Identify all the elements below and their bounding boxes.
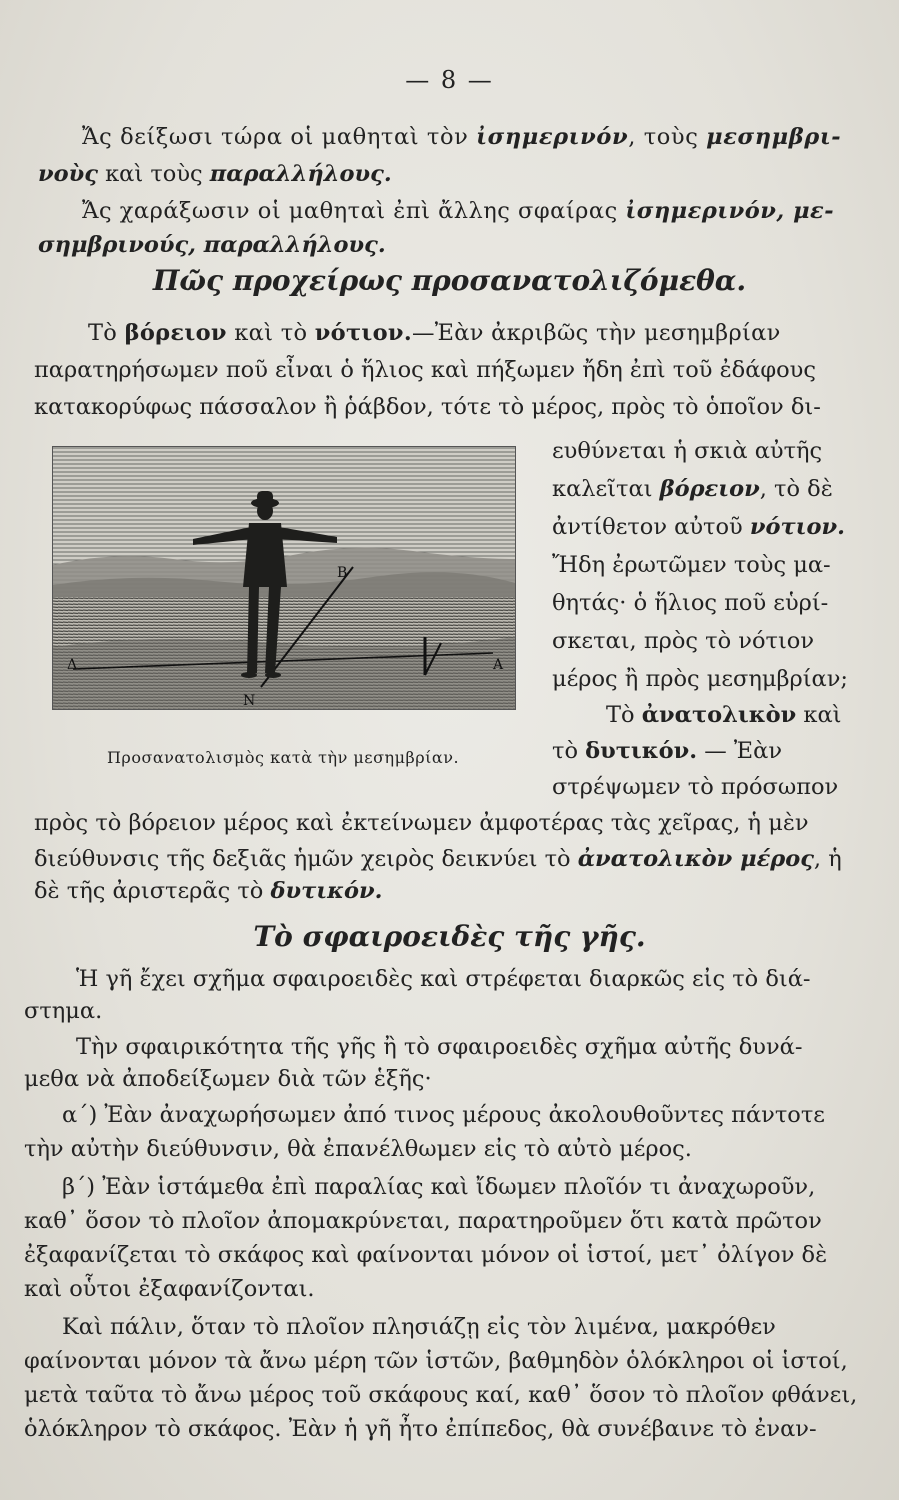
section1-line4: ευθύνεται ἡ σκιὰ αὐτῆς [552, 438, 823, 464]
term-south: νότιον. [749, 514, 845, 540]
text-run: τὸ [552, 738, 586, 764]
text-run: — Ἐὰν [697, 738, 782, 764]
section2-line1: Ἡ γῆ ἔχει σχῆμα σφαιροειδὲς καὶ στρέφεται διαρκῶς εἰς τὸ διά- [76, 966, 811, 992]
text-run: , τοὺς [628, 124, 707, 150]
label-south: Ν [243, 693, 256, 709]
text-run: Ἄς χαράξωσιν οἱ μαθηταὶ ἐπὶ ἄλλης σφαίρας [82, 198, 626, 224]
section1-line14: πρὸς τὸ βόρειον μέρος καὶ ἐκτείνωμεν ἀμφοτέρας τὰς χεῖρας, ἡ μὲν [34, 810, 809, 836]
label-west: Δ [67, 657, 78, 673]
section-heading-orientation: Πῶς προχείρως προσανατολιζόμεθα. [152, 264, 747, 297]
text-run: καλεῖται [552, 476, 660, 502]
label-east: Α [493, 657, 504, 673]
term-north: βόρειον [659, 476, 760, 502]
section2-line8: καθ᾽ ὅσον τὸ πλοῖον ἀπομακρύνεται, παρατηροῦμεν ὅτι κατὰ πρῶτον [24, 1208, 822, 1234]
section1-line8: θητάς· ὁ ἥλιος ποῦ εὑρί- [552, 590, 829, 616]
text-run: καὶ τὸ [226, 320, 315, 346]
para1-line1 [82, 122, 841, 152]
section1-line5 [552, 474, 833, 504]
engraving-drawing [53, 447, 515, 709]
section2-line2: στημα. [24, 998, 103, 1024]
text-run: , τὸ δὲ [759, 476, 833, 502]
term-south: νότιον. [314, 320, 412, 346]
section2-line3: Τὴν σφαιρικότητα τῆς γῆς ἢ τὸ σφαιροειδὲς σχῆμα αὐτῆς δυνά- [76, 1034, 803, 1060]
text-run: διεύθυνσις τῆς δεξιᾶς ἡμῶν χειρὸς δεικνύει τὸ [34, 846, 578, 872]
section2-line6: τὴν αὐτὴν διεύθυνσιν, θὰ ἐπανέλθωμεν εἰς τὸ αὐτὸ μέρος. [24, 1136, 692, 1162]
page-number: — 8 — [405, 66, 494, 94]
text-run: Τὸ [88, 320, 125, 346]
text-run: δὲ τῆς ἀριστερᾶς τὸ [34, 878, 271, 904]
section1-line12 [552, 736, 782, 766]
section2-line7: β΄) Ἐὰν ἱστάμεθα ἐπὶ παραλίας καὶ ἴδωμεν πλοῖόν τι ἀναχωροῦν, [62, 1174, 816, 1200]
section1-line6 [552, 512, 845, 542]
text-run: καὶ τοὺς [97, 161, 210, 187]
section-heading-sphericity: Τὸ σφαιροειδὲς τῆς γῆς. [253, 920, 646, 953]
para2-line1 [82, 196, 834, 226]
section2-line13: μετὰ ταῦτα τὸ ἄνω μέρος τοῦ σκάφους καί, καθ᾽ ὅσον τὸ πλοῖον φθάνει, [24, 1382, 858, 1408]
term-equator: ἰσημερινόν [476, 124, 629, 150]
term-east-part: ἀνατολικὸν μέρος [577, 846, 814, 872]
section2-line11: Καὶ πάλιν, ὅταν τὸ πλοῖον πλησιάζῃ εἰς τὸν λιμένα, μακρόθεν [62, 1314, 776, 1340]
section1-line1 [88, 318, 781, 348]
term-parallels: παραλλήλους. [209, 161, 392, 187]
section2-line12: φαίνονται μόνον τὰ ἄνω μέρη τῶν ἱστῶν, βαθμηδὸν ὁλόκληροι οἱ ἱστοί, [24, 1348, 848, 1374]
text-run: Τὸ [606, 702, 642, 728]
section1-line2: παρατηρήσωμεν ποῦ εἶναι ὁ ἥλιος καὶ πήξωμεν ἤδη ἐπὶ τοῦ ἐδάφους [34, 357, 816, 383]
term-equator: ἰσημερινόν, με- [625, 198, 835, 224]
section2-line9: ἐξαφανίζεται τὸ σκάφος καὶ φαίνονται μόνον οἱ ἱστοί, μετ᾽ ὀλίγον δὲ [24, 1242, 828, 1268]
section1-line11 [606, 700, 842, 730]
term-west: δυτικόν. [585, 738, 698, 764]
section1-line13: στρέψωμεν τὸ πρόσωπον [552, 774, 839, 800]
term-meridians: μεσημβρι- [706, 124, 842, 150]
text-run: ἀντίθετον αὐτοῦ [552, 514, 750, 540]
section2-line5: α΄) Ἐὰν ἀναχωρήσωμεν ἀπό τινος μέρους ἀκολουθοῦντες πάντοτε [62, 1102, 825, 1128]
term-west: δυτικόν. [270, 878, 383, 904]
text-run: —Ἐὰν ἀκριβῶς τὴν μεσημβρίαν [411, 320, 781, 346]
section1-line9: σκεται, πρὸς τὸ νότιον [552, 628, 815, 654]
orientation-illustration [52, 446, 516, 710]
text-run: Ἄς δείξωσι τώρα οἱ μαθηταὶ τὸν [82, 124, 477, 150]
term-meridians-end: νοὺς [38, 161, 98, 187]
label-north: Β [337, 565, 348, 581]
para2-line2: σημβρινούς, παραλλήλους. [38, 232, 386, 258]
section2-line14: ὁλόκληρον τὸ σκάφος. Ἐὰν ἡ γῆ ἦτο ἐπίπεδος, θὰ συνέβαινε τὸ ἐναν- [24, 1416, 817, 1442]
figure-caption: Προσανατολισμὸς κατὰ τὴν μεσημβρίαν. [106, 748, 460, 767]
section1-line3: κατακορύφως πάσσαλον ἢ ῥάβδον, τότε τὸ μέρος, πρὸς τὸ ὁποῖον δι- [34, 394, 821, 420]
para1-line2 [38, 159, 392, 189]
section2-line10: καὶ οὗτοι ἐξαφανίζονται. [24, 1276, 315, 1302]
section1-line15 [34, 844, 842, 874]
text-run: , ἡ [813, 846, 842, 872]
section1-line10: μέρος ἢ πρὸς μεσημβρίαν; [552, 666, 849, 692]
section1-line7: Ἤδη ἐρωτῶμεν τοὺς μα- [552, 552, 831, 578]
text-run: καὶ [796, 702, 842, 728]
section2-line4: μεθα νὰ ἀποδείξωμεν διὰ τῶν ἑξῆς· [24, 1066, 432, 1092]
section1-line16 [34, 876, 382, 906]
term-east: ἀνατολικὸν [641, 702, 797, 728]
term-north: βόρειον [124, 320, 227, 346]
